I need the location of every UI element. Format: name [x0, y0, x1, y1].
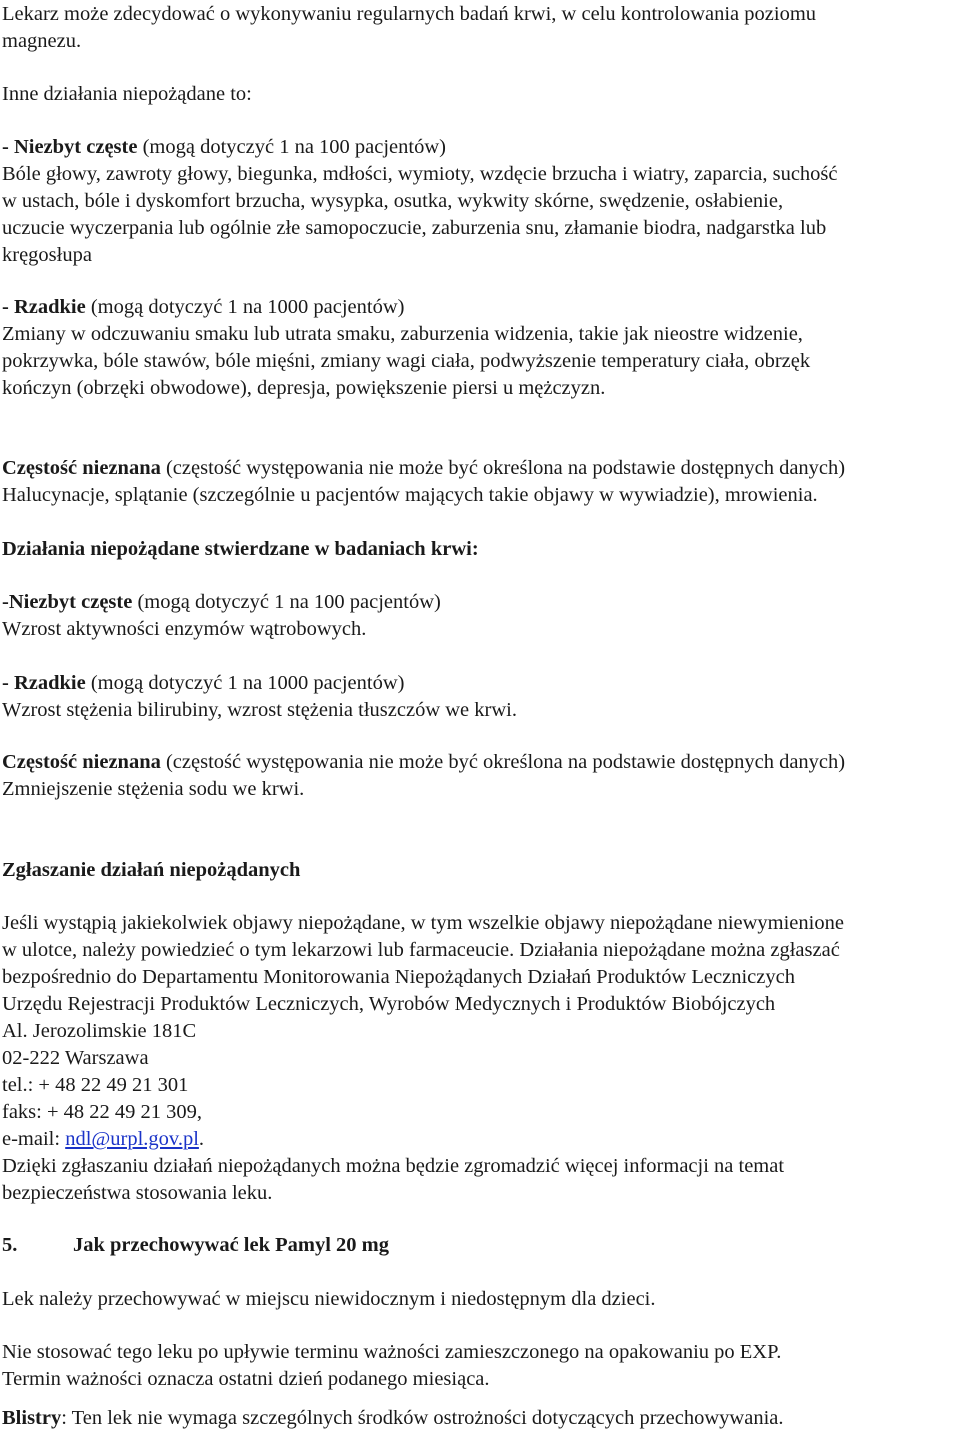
reporting-heading-text: Zgłaszanie działań niepożądanych	[2, 859, 301, 881]
effects-line: uczucie wyczerpania lub ogólnie złe samopoczucie, zaburzenia snu, złamanie biodra, nadgarstka lub	[2, 217, 827, 239]
uncommon-effects	[2, 134, 960, 269]
email-line	[2, 1126, 960, 1153]
reporting-line: Jeśli wystąpią jakiekolwiek objawy niepożądane, w tym wszelkie objawy niepożądane niewymienione	[2, 912, 844, 934]
frequency-note: (częstość występowania nie może być określona na podstawie dostępnych danych)	[160, 751, 846, 773]
section-number: 5.	[2, 1234, 18, 1256]
frequency-note: (mogą dotyczyć 1 na 1000 pacjentów)	[85, 672, 405, 694]
frequency-label: - Rzadkie	[2, 672, 86, 694]
frequency-label: Częstość nieznana	[2, 751, 161, 773]
frequency-line	[2, 749, 960, 776]
frequency-note: (mogą dotyczyć 1 na 100 pacjentów)	[137, 136, 446, 158]
section-title: Jak przechowywać lek Pamyl 20 mg	[73, 1234, 389, 1256]
intro-line: Lekarz może zdecydować o wykonywaniu regularnych badań krwi, w celu kontrolowania poziomu	[2, 3, 817, 25]
storage-children-text: Lek należy przechowywać w miejscu niewidocznym i niedostępnym dla dzieci.	[2, 1288, 656, 1310]
rare-effects	[2, 294, 960, 402]
email-suffix: .	[198, 1128, 205, 1150]
frequency-line	[2, 294, 960, 321]
address-line: Al. Jerozolimskie 181C	[2, 1020, 197, 1042]
reporting-line: Urzędu Rejestracji Produktów Leczniczych, Wyrobów Medycznych i Produktów Biobójczych	[2, 993, 776, 1015]
frequency-label: - Rzadkie	[2, 296, 86, 318]
frequency-line	[2, 134, 960, 161]
section-5-heading	[2, 1232, 960, 1259]
blisters-paragraph	[2, 1405, 960, 1432]
reporting-heading	[2, 857, 960, 884]
reporting-closing-line: bezpieczeństwa stosowania leku.	[2, 1182, 273, 1204]
intro-paragraph	[2, 1, 960, 55]
unknown-frequency-effects	[2, 455, 960, 509]
other-effects-heading: Inne działania niepożądane to:	[2, 83, 252, 105]
reporting-line: w ulotce, należy powiedzieć o tym lekarzowi lub farmaceucie. Działania niepożądane można zgłaszać	[2, 939, 840, 961]
effects-line: Bóle głowy, zawroty głowy, biegunka, mdłości, wymioty, wzdęcie brzucha i wiatry, zaparcia, suchość	[2, 163, 838, 185]
reporting-paragraph	[2, 910, 960, 1207]
blood-rare-effects	[2, 670, 960, 724]
frequency-line	[2, 589, 960, 616]
blisters-label: Blistry	[2, 1407, 62, 1429]
frequency-line	[2, 670, 960, 697]
effects-line: pokrzywka, bóle stawów, bóle mięśni, zmiany wagi ciała, podwyższenie temperatury ciała, obrzęk	[2, 350, 811, 372]
email-link[interactable]: ndl@urpl.gov.pl	[65, 1128, 199, 1150]
effects-line: Halucynacje, splątanie (szczególnie u pacjentów mających takie objawy w wywiadzie), mrowienia.	[2, 484, 818, 506]
effects-line: Zmiany w odczuwaniu smaku lub utrata smaku, zaburzenia widzenia, takie jak nieostre widzenie,	[2, 323, 803, 345]
email-prefix: e-mail:	[2, 1128, 66, 1150]
blood-tests-heading-text: Działania niepożądane stwierdzane w badaniach krwi:	[2, 538, 479, 560]
frequency-note: (mogą dotyczyć 1 na 1000 pacjentów)	[85, 296, 405, 318]
effects-line: Wzrost aktywności enzymów wątrobowych.	[2, 618, 367, 640]
effects-line: kończyn (obrzęki obwodowe), depresja, powiększenie piersi u mężczyzn.	[2, 377, 606, 399]
phone-line: tel.: + 48 22 49 21 301	[2, 1074, 189, 1096]
expiry-line: Termin ważności oznacza ostatni dzień podanego miesiąca.	[2, 1368, 490, 1390]
frequency-label: Częstość nieznana	[2, 457, 161, 479]
blood-tests-heading	[2, 536, 960, 563]
intro-line: magnezu.	[2, 30, 82, 52]
fax-line: faks: + 48 22 49 21 309,	[2, 1101, 203, 1123]
frequency-note: (mogą dotyczyć 1 na 100 pacjentów)	[132, 591, 441, 613]
effects-line: kręgosłupa	[2, 244, 92, 266]
expiry-line: Nie stosować tego leku po upływie terminu ważności zamieszczonego na opakowaniu po EXP.	[2, 1341, 782, 1363]
reporting-closing-line: Dzięki zgłaszaniu działań niepożądanych można będzie zgromadzić więcej informacji na temat	[2, 1155, 785, 1177]
frequency-note: (częstość występowania nie może być określona na podstawie dostępnych danych)	[160, 457, 846, 479]
reporting-line: bezpośrednio do Departamentu Monitorowania Niepożądanych Działań Produktów Leczniczych	[2, 966, 795, 988]
blood-unknown-effects	[2, 749, 960, 803]
effects-line: Wzrost stężenia bilirubiny, wzrost stężenia tłuszczów we krwi.	[2, 699, 517, 721]
effects-line: w ustach, bóle i dyskomfort brzucha, wysypka, osutka, wykwity skórne, swędzenie, osłabienie,	[2, 190, 784, 212]
expiry-paragraph	[2, 1339, 960, 1393]
frequency-line	[2, 455, 960, 482]
blood-uncommon-effects	[2, 589, 960, 643]
effects-line: Zmniejszenie stężenia sodu we krwi.	[2, 778, 305, 800]
blisters-text: : Ten lek nie wymaga szczególnych środków ostrożności dotyczących przechowywania.	[61, 1407, 784, 1429]
frequency-label: - Niezbyt częste	[2, 136, 138, 158]
address-line: 02-222 Warszawa	[2, 1047, 149, 1069]
frequency-label: -Niezbyt częste	[2, 591, 133, 613]
